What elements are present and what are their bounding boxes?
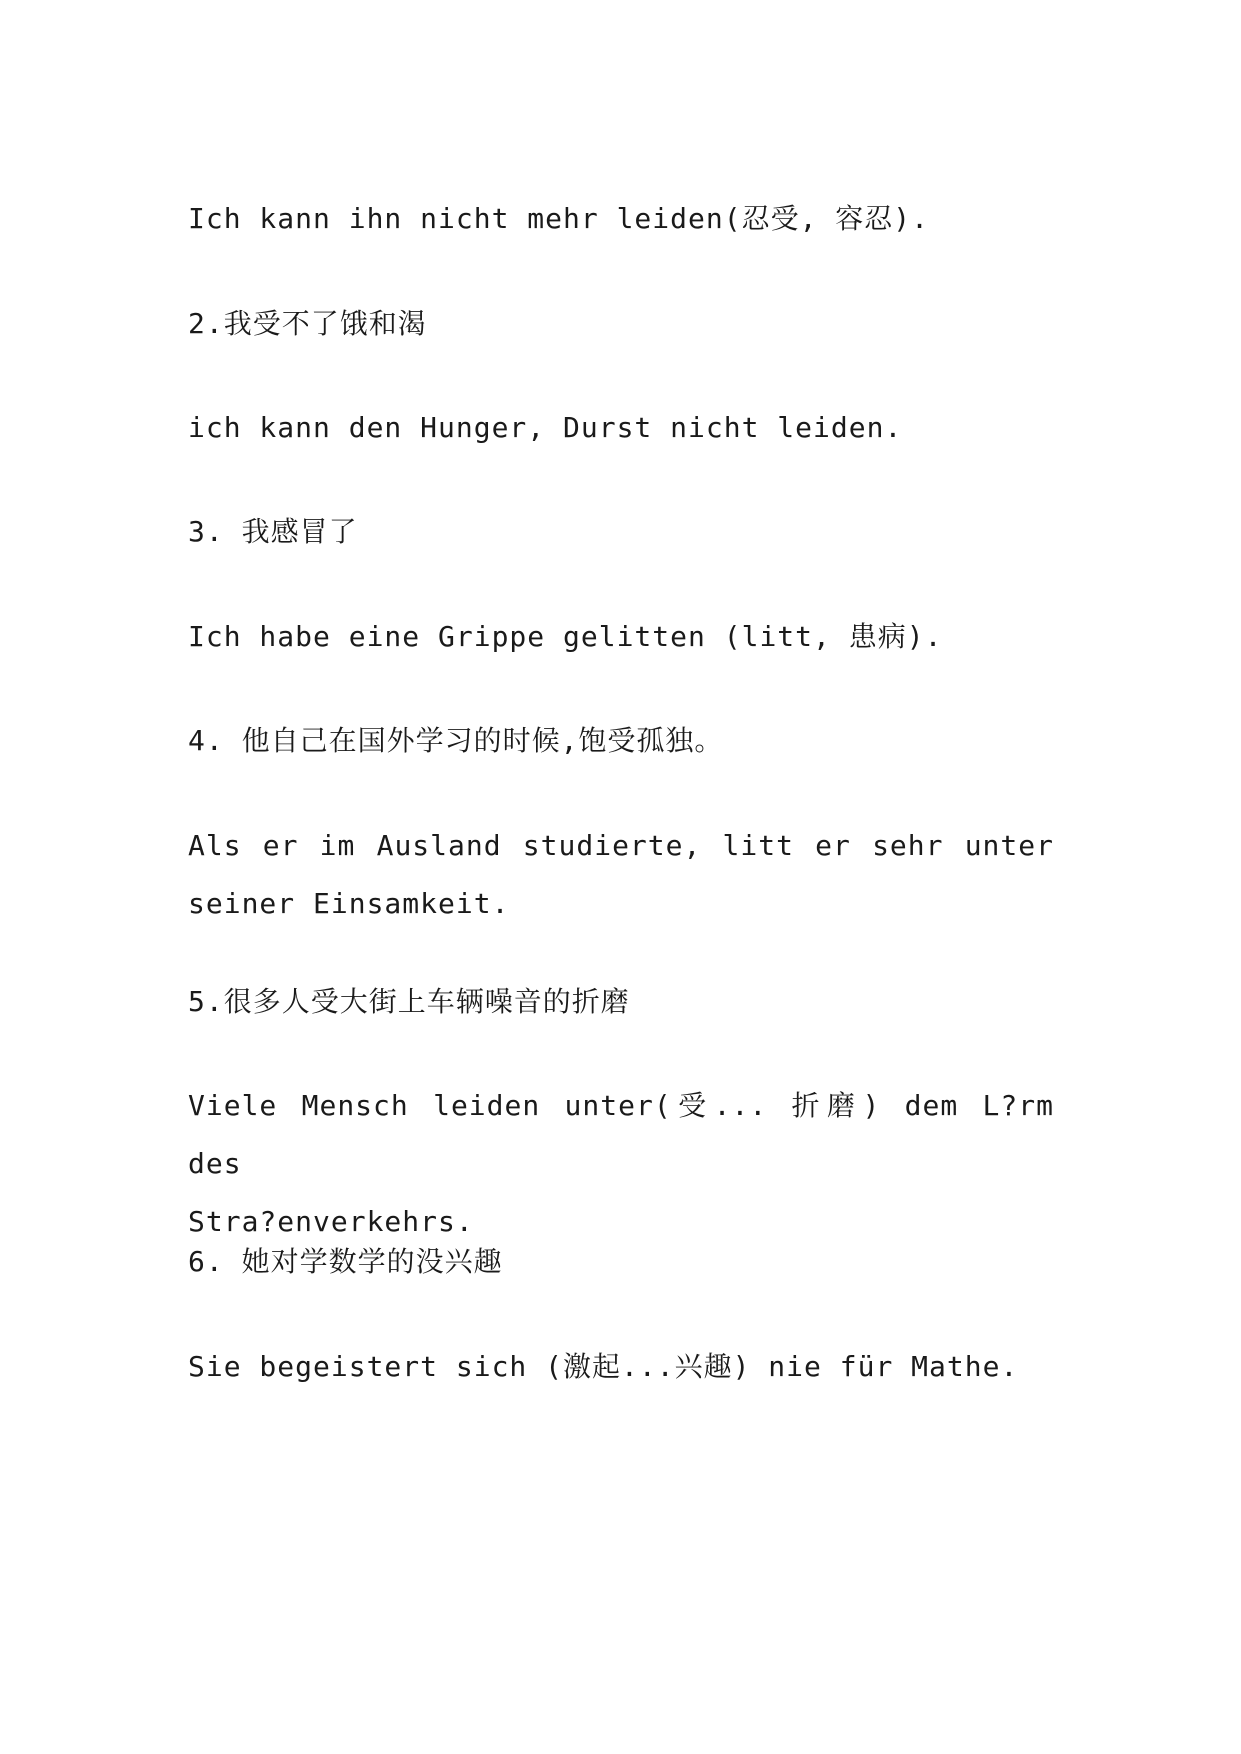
numbered-item-heading: 6. 她对学数学的没兴趣: [188, 1245, 503, 1278]
sentence-paragraph: [188, 1077, 1054, 1251]
sentence-line: Sie begeistert sich (激起...兴趣) nie für Mathe.: [188, 1350, 1019, 1383]
sentence-line: Ich kann ihn nicht mehr leiden(忍受, 容忍).: [188, 202, 930, 235]
sentence-line: ich kann den Hunger, Durst nicht leiden.: [188, 411, 903, 444]
numbered-item-heading: 3. 我感冒了: [188, 515, 358, 548]
sentence-line: Ich habe eine Grippe gelitten (litt, 患病).: [188, 620, 943, 653]
numbered-item-heading: 4. 他自己在国外学习的时候,饱受孤独。: [188, 724, 724, 757]
numbered-item-heading: 5.很多人受大街上车辆噪音的折磨: [188, 985, 630, 1018]
paragraph-line: Als er im Ausland studierte, litt er sehr unter: [188, 829, 1054, 862]
paragraph-line: seiner Einsamkeit.: [188, 887, 510, 920]
paragraph-line: Stra?enverkehrs.: [188, 1205, 474, 1238]
paragraph-line: Viele Mensch leiden unter(受... 折磨) dem L?rm des: [188, 1089, 1054, 1180]
numbered-item-heading: 2.我受不了饿和渴: [188, 307, 427, 340]
sentence-paragraph: [188, 817, 1054, 933]
